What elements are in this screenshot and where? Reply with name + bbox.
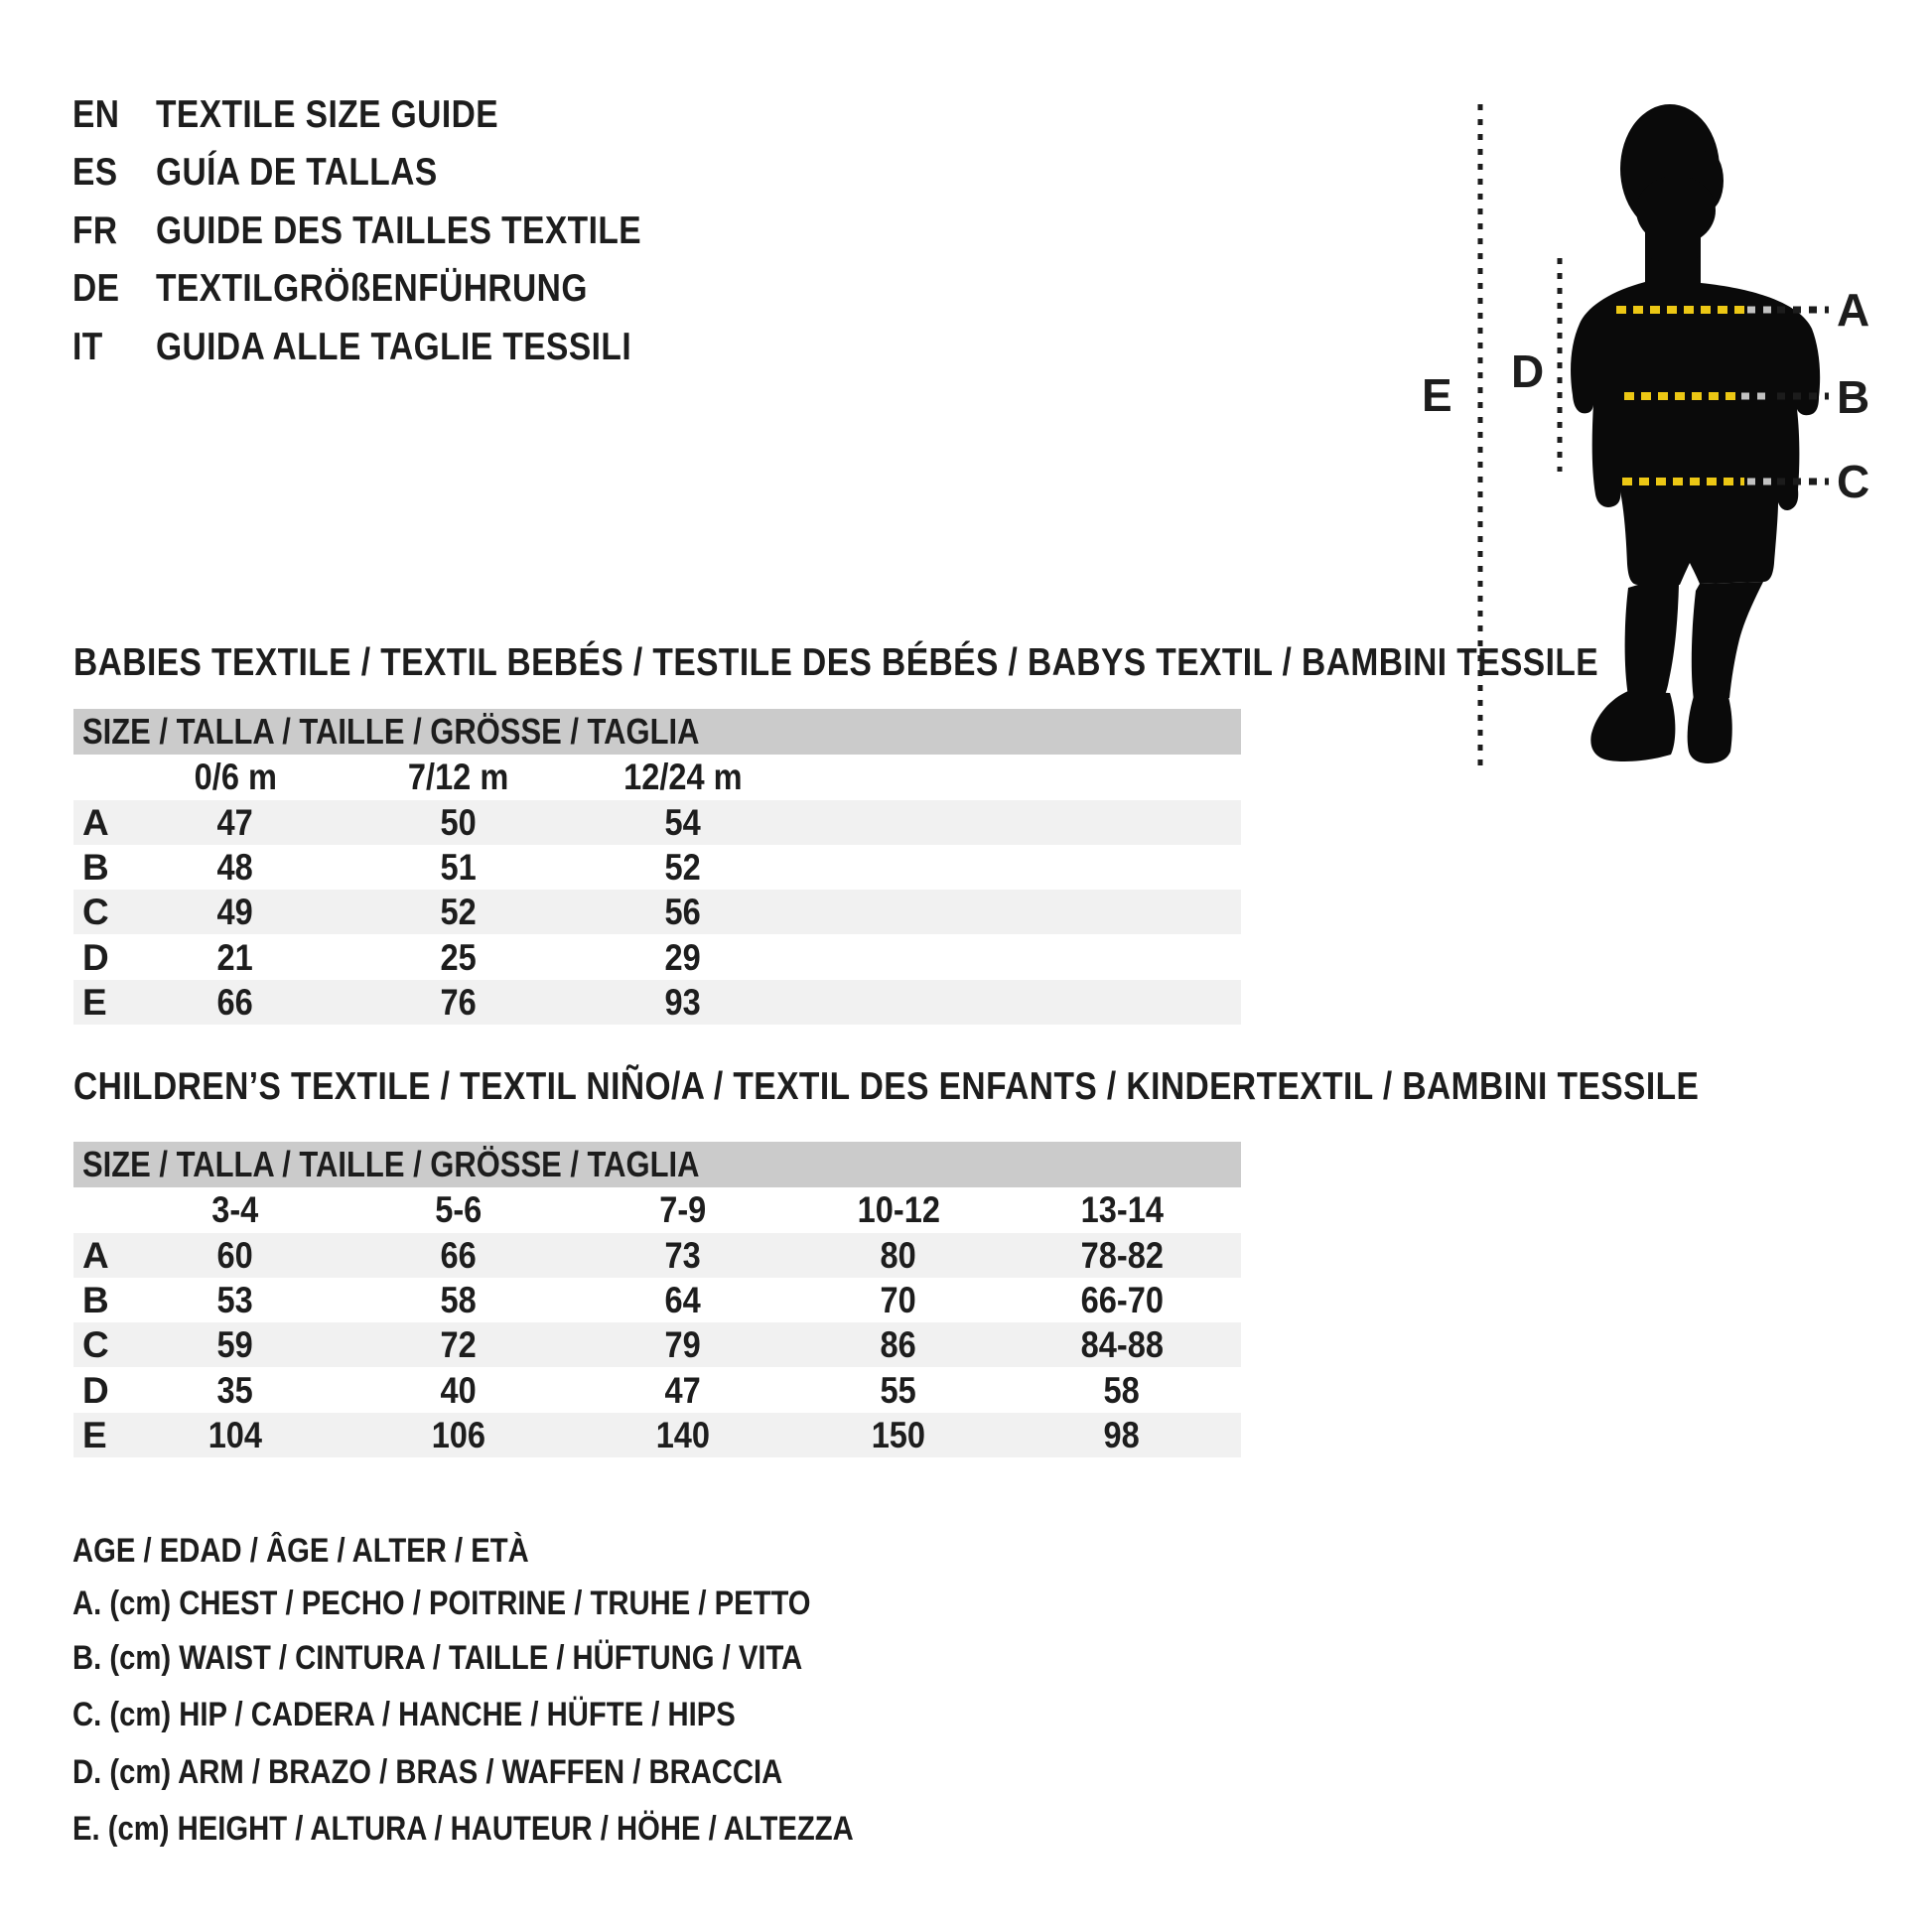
babies-col-2: 12/24 m — [623, 757, 743, 797]
label-a: A — [1837, 284, 1870, 336]
children-section-title: CHILDREN’S TEXTILE / TEXTIL NIÑO/A / TEXTIL DES ENFANTS / KINDERTEXTIL / BAMBINI TESSILE — [73, 1065, 1700, 1108]
table-cell: 66 — [440, 1235, 478, 1276]
table-row — [73, 1322, 1241, 1367]
table-cell: 25 — [440, 937, 478, 978]
lang-code-de: DE — [72, 267, 120, 310]
row-label: E — [82, 982, 107, 1023]
children-col-1: 5-6 — [435, 1189, 483, 1230]
lang-row-es — [72, 151, 483, 195]
lang-code-fr: FR — [72, 209, 118, 252]
lang-title-fr: GUIDE DES TAILLES TEXTILE — [156, 209, 642, 252]
legend-waist: B. (cm) WAIST / CINTURA / TAILLE / HÜFTUNG / VITA — [72, 1639, 803, 1677]
table-cell: 79 — [664, 1324, 702, 1365]
lang-title-es: GUÍA DE TALLAS — [156, 151, 438, 194]
table-cell: 40 — [440, 1370, 478, 1411]
babies-size-header-bar: SIZE / TALLA / TAILLE / GRÖSSE / TAGLIA — [73, 709, 1241, 755]
lang-row-de — [72, 267, 658, 311]
table-row — [73, 890, 1241, 934]
legend-hip: C. (cm) HIP / CADERA / HANCHE / HÜFTE / HIPS — [72, 1696, 736, 1733]
table-cell: 52 — [664, 847, 702, 888]
table-cell: 98 — [1103, 1415, 1141, 1455]
table-cell: 47 — [664, 1370, 702, 1411]
table-cell: 49 — [216, 892, 254, 932]
babies-column-header-row — [73, 755, 1241, 800]
table-cell: 55 — [880, 1370, 917, 1411]
table-cell: 70 — [880, 1280, 917, 1320]
legend-chest: A. (cm) CHEST / PECHO / POITRINE / TRUHE / PETTO — [72, 1585, 811, 1622]
children-size-header-bar: SIZE / TALLA / TAILLE / GRÖSSE / TAGLIA — [73, 1142, 1241, 1187]
table-cell: 78-82 — [1080, 1235, 1164, 1276]
row-label: C — [82, 1324, 109, 1365]
table-cell: 52 — [440, 892, 478, 932]
babies-col-1: 7/12 m — [408, 757, 509, 797]
lang-row-fr — [72, 209, 721, 253]
table-cell: 29 — [664, 937, 702, 978]
table-cell: 58 — [440, 1280, 478, 1320]
legend-height: E. (cm) HEIGHT / ALTURA / HAUTEUR / HÖHE / ALTEZZA — [72, 1810, 854, 1848]
table-cell: 64 — [664, 1280, 702, 1320]
table-row — [73, 1278, 1241, 1322]
row-label: D — [82, 937, 109, 978]
row-label: D — [82, 1370, 109, 1411]
row-label: E — [82, 1415, 107, 1455]
table-cell: 60 — [216, 1235, 254, 1276]
legend-arm: D. (cm) ARM / BRAZO / BRAS / WAFFEN / BRACCIA — [72, 1753, 783, 1791]
label-c: C — [1837, 456, 1870, 507]
table-cell: 72 — [440, 1324, 478, 1365]
table-cell: 104 — [207, 1415, 263, 1455]
children-col-0: 3-4 — [211, 1189, 259, 1230]
children-col-4: 13-14 — [1080, 1189, 1164, 1230]
table-cell: 93 — [664, 982, 702, 1023]
lang-row-en — [72, 93, 554, 137]
table-row — [73, 980, 1241, 1025]
row-label: A — [82, 1235, 109, 1276]
row-label: B — [82, 1280, 109, 1320]
lang-code-en: EN — [72, 93, 120, 136]
label-d: D — [1511, 345, 1545, 397]
table-cell: 106 — [431, 1415, 486, 1455]
table-cell: 47 — [216, 802, 254, 843]
lang-title-it: GUIDA ALLE TAGLIE TESSILI — [156, 326, 632, 368]
row-label: A — [82, 802, 109, 843]
table-cell: 48 — [216, 847, 254, 888]
table-cell: 51 — [440, 847, 478, 888]
table-cell: 73 — [664, 1235, 702, 1276]
table-cell: 86 — [880, 1324, 917, 1365]
table-row — [73, 1233, 1241, 1278]
lang-title-en: TEXTILE SIZE GUIDE — [156, 93, 499, 136]
table-row — [73, 1368, 1241, 1413]
label-b: B — [1837, 371, 1870, 423]
table-row — [73, 800, 1241, 845]
table-cell: 76 — [440, 982, 478, 1023]
lang-code-es: ES — [72, 151, 118, 194]
lang-row-it — [72, 326, 709, 369]
table-cell: 66-70 — [1080, 1280, 1164, 1320]
children-col-3: 10-12 — [857, 1189, 940, 1230]
table-cell: 50 — [440, 802, 478, 843]
table-cell: 35 — [216, 1370, 254, 1411]
table-cell: 21 — [216, 937, 254, 978]
table-cell: 84-88 — [1080, 1324, 1164, 1365]
legend-age: AGE / EDAD / ÂGE / ALTER / ETÀ — [72, 1532, 529, 1570]
table-cell: 80 — [880, 1235, 917, 1276]
lang-title-de: TEXTILGRÖßENFÜHRUNG — [156, 267, 588, 310]
babies-section-title: BABIES TEXTILE / TEXTIL BEBÉS / TESTILE DES BÉBÉS / BABYS TEXTIL / BAMBINI TESSILE — [73, 641, 1599, 684]
label-e: E — [1422, 369, 1452, 421]
table-cell: 56 — [664, 892, 702, 932]
row-label: B — [82, 847, 109, 888]
table-row — [73, 935, 1241, 980]
table-row — [73, 1413, 1241, 1457]
table-row — [73, 845, 1241, 890]
table-cell: 54 — [664, 802, 702, 843]
table-cell: 59 — [216, 1324, 254, 1365]
lang-code-it: IT — [72, 326, 103, 368]
table-cell: 150 — [871, 1415, 926, 1455]
children-col-2: 7-9 — [659, 1189, 707, 1230]
children-column-header-row — [73, 1187, 1241, 1233]
table-cell: 140 — [655, 1415, 711, 1455]
table-cell: 53 — [216, 1280, 254, 1320]
row-label: C — [82, 892, 109, 932]
babies-col-0: 0/6 m — [194, 757, 277, 797]
table-cell: 66 — [216, 982, 254, 1023]
table-cell: 58 — [1103, 1370, 1141, 1411]
